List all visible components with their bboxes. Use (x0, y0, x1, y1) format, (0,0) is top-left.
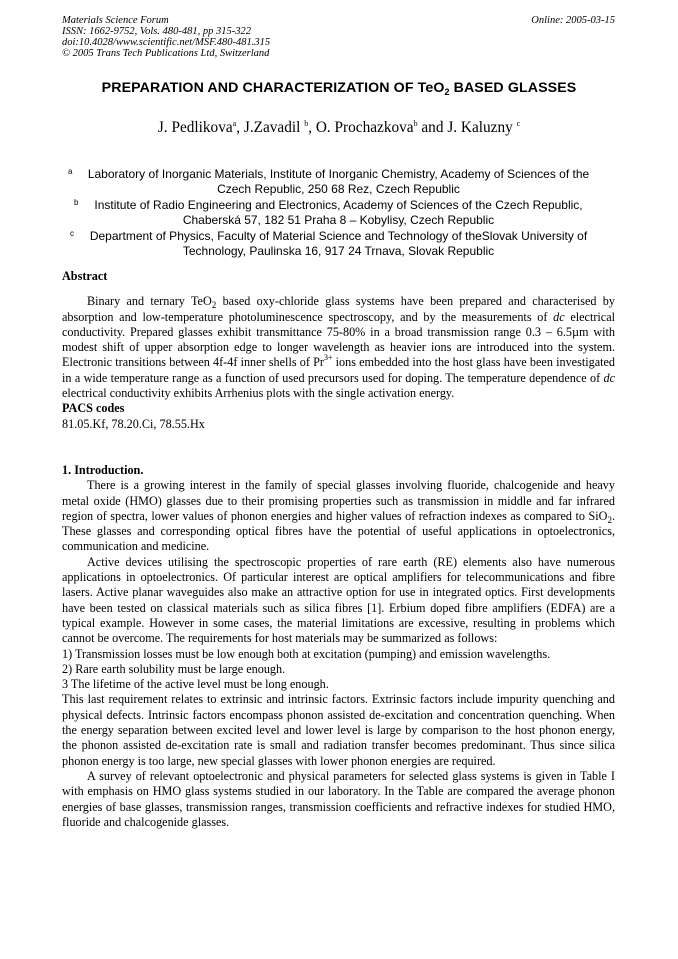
journal-name: Materials Science Forum (62, 15, 169, 26)
author-name: J.Zavadil (243, 119, 305, 136)
copyright-line: © 2005 Trans Tech Publications Ltd, Switzerland (62, 48, 270, 59)
online-date: Online: 2005-03-15 (531, 15, 615, 26)
journal-header (62, 15, 615, 59)
author-affil-mark: a (232, 119, 237, 128)
abstract-paragraph: Binary and ternary TeO$_2$ based oxy-chloride glass systems have been prepared and characterised by absorption and low-temperature photoluminescence spectroscopy, and by the measurements of dc electrical conductivity. Prepared glasses exhibit transmittance 75-80% in a broad transmission range 0.3 – 6.5µm with modest shift of upper absorption edge to longer wavelength as heavier ions are introduced into the system. Electronic transitions between 4f-4f inner shells of $Pr^{3+}$ ions embedded into the host glass have been investigated in a wide temperature range as a function of used precursors used for doping. The temperature dependence of dc electrical conductivity exhibits Arrhenius plots with the single activation energy. (62, 294, 615, 401)
intro-paragraph-3: This last requirement relates to extrinsic and intrinsic factors. Extrinsic factors include impurity quenching and physical defects. Intrinsic factors encompass phonon assisted de-excitation and concentration quenching. When the energy separation between excited level and lower level is large by comparison to the host phonon energy, the phonon assisted de-excitation rate is small and radiation transfer becomes predominant. Thus since silica phonon energy is too large, new special glasses with lower phonon energies are required. (62, 692, 615, 768)
author-affil-mark: b (304, 119, 309, 128)
intro-paragraph-2: Active devices utilising the spectroscopic properties of rare earth (RE) elements also have numerous applications in optoelectronics. Of particular interest are optical amplifiers for telecommunications and fibre lasers. Active planar waveguides also make an attractive option for use in integrated optics. First developments have been tested on classical materials such as silica fibres [1]. Erbium doped fibre amplifiers (EDFA) are a typical example. However in some cases, the material limitations are excessive, resulting in problems which cannot be overcome. The requirements for host materials may be summarized as follows: (62, 554, 615, 646)
requirement-1: 1) Transmission losses must be low enough both at excitation (pumping) and emission wavelengths. (62, 646, 551, 661)
affil-mark: a (68, 167, 73, 176)
requirement-3: 3 The lifetime of the active level must be long enough. (62, 677, 329, 692)
intro-heading: 1. Introduction. (62, 462, 144, 477)
author-list: J. Pedlikova$^a$, J.Zavadil $^b$, O. Prochazkova$^b$ and J. Kaluzny $^c$ (157, 119, 521, 136)
affiliations (62, 167, 615, 260)
author-affil-mark: c (516, 119, 521, 128)
affil-mark: b (74, 198, 79, 207)
issn-line: ISSN: 1662-9752, Vols. 480-481, pp 315-322 (62, 26, 251, 37)
author-affil-mark: b (413, 119, 418, 128)
pacs-heading: PACS codes (62, 401, 125, 416)
author-name: J. Pedlikova (157, 119, 233, 136)
requirement-2: 2) Rare earth solubility must be large enough. (62, 661, 286, 676)
affiliation-a: a Laboratory of Inorganic Materials, Institute of Inorganic Chemistry, Academy of Sciences of the Czech Republic, 250 68 Rez, Czech Republic (68, 167, 590, 196)
paper-title: PREPARATION AND CHARACTERIZATION OF TeO$_2$ BASED GLASSES (101, 80, 577, 97)
affiliation-c: c Department of Physics, Faculty of Material Science and Technology of theSlovak University of Technology, Paulinska 16, 917 24 Trnava, Slovak Republic (70, 229, 588, 258)
intro-paragraph-1: There is a growing interest in the family of special glasses involving fluoride, chalcogenide and heavy metal oxide (HMO) glasses due to their promising properties such as transmission in middle and far infrared region of spectra, lower values of phonon energies and higher values of refraction indexes as compared to SiO$_2$. These glasses and corresponding optical fibres have the potential of useful applications in optoelectronics, communication and medicine. (62, 478, 615, 554)
author-name: J. Kaluzny (447, 119, 517, 136)
intro-paragraph-4: A survey of relevant optoelectronic and physical parameters for selected glass systems is given in Table I with emphasis on HMO glass systems studied in our laboratory. In the Table are compared the average phonon energies of base glasses, transmission ranges, transmission coefficients and refractive indexes for studied HMO, fluoride and chalcogenide glasses. (62, 768, 615, 829)
doi-line[interactable]: doi:10.4028/www.scientific.net/MSF.480-481.315 (62, 37, 271, 48)
pacs-codes: 81.05.Kf, 78.20.Ci, 78.55.Hx (62, 416, 205, 431)
abstract-heading: Abstract (62, 269, 108, 283)
affil-mark: c (70, 229, 74, 238)
affiliation-b: b Institute of Radio Engineering and Electronics, Academy of Sciences of the Czech Republic, Chaberská 57, 182 51 Praha 8 – Kobylisy, Czech Republic (74, 198, 583, 227)
paper-body (62, 269, 615, 830)
author-name: O. Prochazkova (315, 119, 414, 136)
